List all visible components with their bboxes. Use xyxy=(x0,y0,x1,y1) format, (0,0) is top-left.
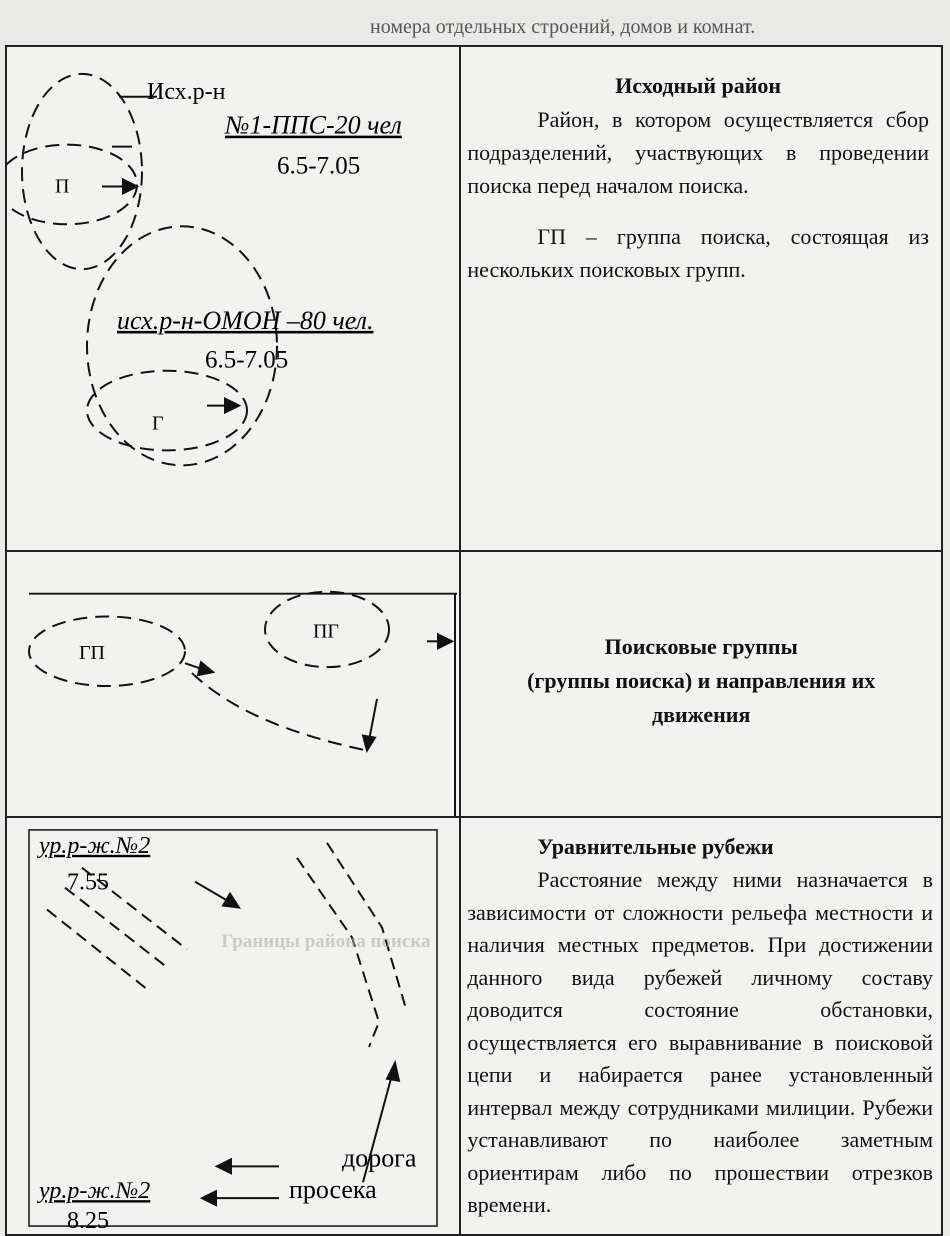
diagram-equalizing-lines xyxy=(6,817,460,1235)
circle-outline-g xyxy=(87,371,247,451)
label-unit-1: №1-ППС-20 чел xyxy=(224,110,402,140)
heading-equalizing-lines: Уравнительные рубежи xyxy=(537,834,774,859)
bleed-through-2: Границы района поиска xyxy=(221,931,431,952)
line1-label: ур.р-ж.№2 xyxy=(39,832,151,859)
line2-label: ур.р-ж.№2 xyxy=(39,1178,151,1205)
text-search-groups xyxy=(460,551,942,817)
group-label-gp: ГП xyxy=(79,642,105,665)
row-search-groups xyxy=(6,551,942,817)
movement-path xyxy=(192,673,367,750)
clearing-dashed-line-1 xyxy=(47,910,147,990)
group-label-pg: ПГ xyxy=(313,620,339,643)
clearing-dashed-line-2 xyxy=(65,888,167,968)
label-time-1: 6.5-7.05 xyxy=(277,152,361,180)
paragraph-initial-area-def: Район, в котором осуществляется сбор подразделений, участвующих в проведении поиска перед началом поиска. xyxy=(467,107,929,198)
circle-label-p: П xyxy=(54,175,70,198)
area-outline-1 xyxy=(22,74,142,269)
scheme-table xyxy=(5,45,943,1236)
search-groups-diagram xyxy=(7,552,462,816)
road-label: дорога xyxy=(342,1143,417,1173)
line1-time: 7.55 xyxy=(67,869,109,896)
equalizing-lines-diagram xyxy=(7,818,462,1234)
diagram-search-groups xyxy=(6,551,460,817)
line2-time: 8.25 xyxy=(67,1208,109,1234)
paragraph-equalizing-lines: Расстояние между ними назначается в зависимости от сложности рельефа местности и наличия местных предметов. При достижении данного вида рубежей личному составу доводится состояние обстановки, осуществляется его выравнивание в поисковой цепи и набирается ранее установленный интервал между сотрудниками милиции. Рубежи устанавливают по наиболее заметным ориентирам либо по прошествии отрезков времени. xyxy=(467,867,933,1217)
bleed-line-2: номера отдельных строений, домов и комнат. xyxy=(370,16,756,38)
group-outline-gp xyxy=(29,617,185,686)
heading-search-groups-3: движения xyxy=(651,702,751,727)
initial-area-diagram xyxy=(7,47,462,550)
circle-label-g: Г xyxy=(152,412,164,435)
road-dashed-line-2 xyxy=(327,843,407,1012)
label-unit-2: исх.р-н-ОМОН –80 чел. xyxy=(116,305,374,335)
heading-search-groups-2: (группы поиска) и направления их xyxy=(527,668,876,693)
heading-search-groups-1: Поисковые группы xyxy=(604,634,798,659)
heading-initial-area: Исходный район xyxy=(615,73,782,98)
label-initial-area: Исх.р-н xyxy=(147,78,226,105)
row-equalizing-lines xyxy=(6,817,942,1235)
diagram-initial-area xyxy=(6,46,460,551)
paragraph-search-group-def: ГП – группа поиска, состоящая из нескольких поисковых групп. xyxy=(467,224,929,282)
clearing-label: просека xyxy=(289,1175,377,1205)
label-time-2: 6.5-7.05 xyxy=(204,346,289,374)
text-initial-area xyxy=(460,46,942,551)
row-initial-area xyxy=(6,46,942,551)
